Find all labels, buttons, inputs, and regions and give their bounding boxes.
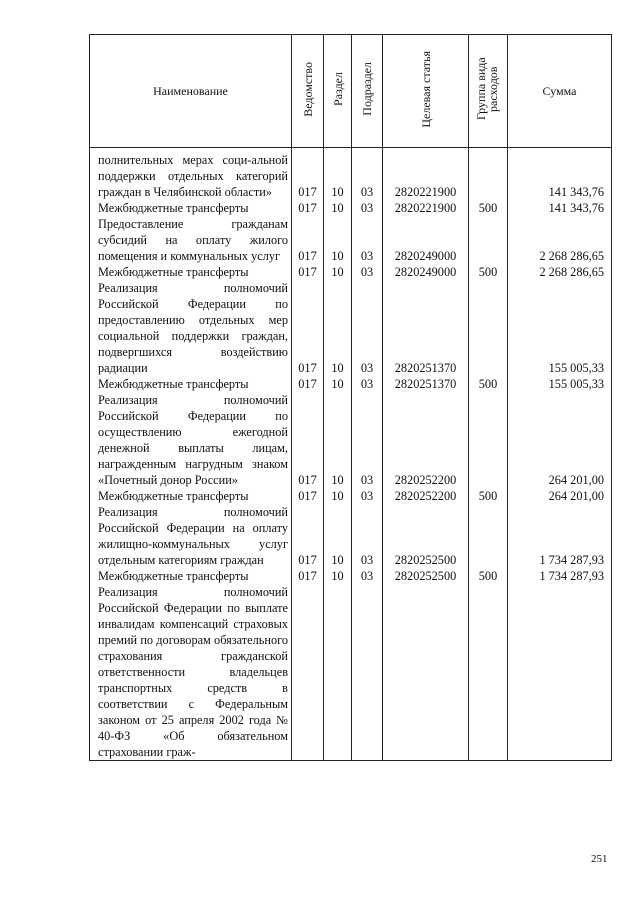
cell-podrazdel: 03: [352, 488, 383, 504]
table-row: [90, 376, 612, 392]
cell-podrazdel: 03: [352, 280, 383, 376]
table-row: [90, 148, 612, 201]
table-body: [90, 148, 612, 761]
cell-name: Межбюджетные трансферты: [90, 376, 292, 392]
cell-name: Межбюджетные трансферты: [90, 264, 292, 280]
cell-sum: 1 734 287,93: [508, 568, 612, 584]
cell-podrazdel: 03: [352, 148, 383, 201]
table-row: [90, 392, 612, 488]
cell-razdel: 10: [324, 376, 352, 392]
cell-cel: 2820252500: [383, 568, 469, 584]
cell-sum: 2 268 286,65: [508, 264, 612, 280]
cell-sum: 264 201,00: [508, 488, 612, 504]
cell-podrazdel: 03: [352, 216, 383, 264]
cell-ved: 017: [292, 280, 324, 376]
cell-group: 500: [469, 488, 508, 504]
cell-group: 500: [469, 200, 508, 216]
cell-name: Реализация полномочий Российской Федерации по предоставлению отдельных мер социальной поддержки граждан, подвергшихся воздействию радиации: [90, 280, 292, 376]
cell-name: Межбюджетные трансферты: [90, 200, 292, 216]
table-row: [90, 200, 612, 216]
cell-razdel: 10: [324, 488, 352, 504]
cell-razdel: 10: [324, 568, 352, 584]
table-row: [90, 488, 612, 504]
cell-podrazdel: 03: [352, 264, 383, 280]
cell-group: [469, 392, 508, 488]
cell-cel: 2820249000: [383, 264, 469, 280]
cell-sum: 2 268 286,65: [508, 216, 612, 264]
page-number: 251: [591, 853, 608, 865]
table-row: [90, 568, 612, 584]
cell-ved: 017: [292, 376, 324, 392]
cell-sum: [508, 584, 612, 761]
cell-sum: 155 005,33: [508, 376, 612, 392]
header-ved: Ведомство: [292, 35, 324, 148]
cell-razdel: 10: [324, 264, 352, 280]
header-podrazdel: Подраздел: [352, 35, 383, 148]
table-row: [90, 280, 612, 376]
cell-name: Реализация полномочий Российской Федерации по осуществлению ежегодной денежной выплаты лицам, награжденным нагрудным знаком «Почетный донор России»: [90, 392, 292, 488]
cell-group: [469, 280, 508, 376]
header-sum: Сумма: [508, 35, 612, 148]
table-header: [90, 35, 612, 148]
cell-sum: 264 201,00: [508, 392, 612, 488]
cell-sum: 155 005,33: [508, 280, 612, 376]
cell-group: [469, 148, 508, 201]
cell-razdel: 10: [324, 280, 352, 376]
budget-table: [89, 34, 612, 761]
cell-name: полнительных мерах соци-альной поддержки отдельных категорий граждан в Челябинской области»: [90, 148, 292, 201]
cell-ved: 017: [292, 504, 324, 568]
cell-ved: 017: [292, 488, 324, 504]
cell-group: [469, 504, 508, 568]
cell-podrazdel: 03: [352, 392, 383, 488]
cell-sum: 141 343,76: [508, 200, 612, 216]
cell-name: Реализация полномочий Российской Федерации на оплату жилищно-коммунальных услуг отдельным категориям граждан: [90, 504, 292, 568]
cell-ved: 017: [292, 264, 324, 280]
cell-ved: 017: [292, 216, 324, 264]
table-row: [90, 216, 612, 264]
header-group: Группа вида расходов: [469, 35, 508, 148]
cell-cel: 2820252500: [383, 504, 469, 568]
cell-group: 500: [469, 376, 508, 392]
cell-sum: 1 734 287,93: [508, 504, 612, 568]
cell-sum: 141 343,76: [508, 148, 612, 201]
cell-razdel: 10: [324, 148, 352, 201]
table-row: [90, 504, 612, 568]
cell-razdel: [324, 584, 352, 761]
cell-cel: 2820252200: [383, 392, 469, 488]
cell-podrazdel: 03: [352, 504, 383, 568]
cell-ved: 017: [292, 392, 324, 488]
cell-podrazdel: 03: [352, 376, 383, 392]
cell-cel: 2820221900: [383, 148, 469, 201]
cell-group: [469, 216, 508, 264]
cell-cel: 2820252200: [383, 488, 469, 504]
table-row: [90, 264, 612, 280]
cell-ved: 017: [292, 148, 324, 201]
cell-name: Межбюджетные трансферты: [90, 568, 292, 584]
cell-razdel: 10: [324, 200, 352, 216]
header-razdel: Раздел: [324, 35, 352, 148]
cell-group: [469, 584, 508, 761]
cell-razdel: 10: [324, 392, 352, 488]
cell-razdel: 10: [324, 216, 352, 264]
cell-cel: 2820251370: [383, 280, 469, 376]
cell-podrazdel: [352, 584, 383, 761]
table-row: [90, 584, 612, 761]
cell-group: 500: [469, 264, 508, 280]
cell-ved: 017: [292, 200, 324, 216]
cell-cel: 2820249000: [383, 216, 469, 264]
cell-name: Предоставление гражданам субсидий на оплату жилого помещения и коммунальных услуг: [90, 216, 292, 264]
header-cel: Целевая статья: [383, 35, 469, 148]
cell-name: Межбюджетные трансферты: [90, 488, 292, 504]
cell-podrazdel: 03: [352, 200, 383, 216]
cell-ved: 017: [292, 568, 324, 584]
cell-group: 500: [469, 568, 508, 584]
header-name: Наименование: [90, 35, 292, 148]
cell-razdel: 10: [324, 504, 352, 568]
cell-cel: [383, 584, 469, 761]
cell-cel: 2820221900: [383, 200, 469, 216]
cell-cel: 2820251370: [383, 376, 469, 392]
cell-ved: [292, 584, 324, 761]
cell-name: Реализация полномочий Российской Федерации по выплате инвалидам компенсаций страховых премий по договорам обязательного страхования гражданской ответственности владельцев транспортных средств в соответствии с Федеральным законом от 25 апреля 2002 года № 40-ФЗ «Об обязательном страховании граж-: [90, 584, 292, 761]
cell-podrazdel: 03: [352, 568, 383, 584]
